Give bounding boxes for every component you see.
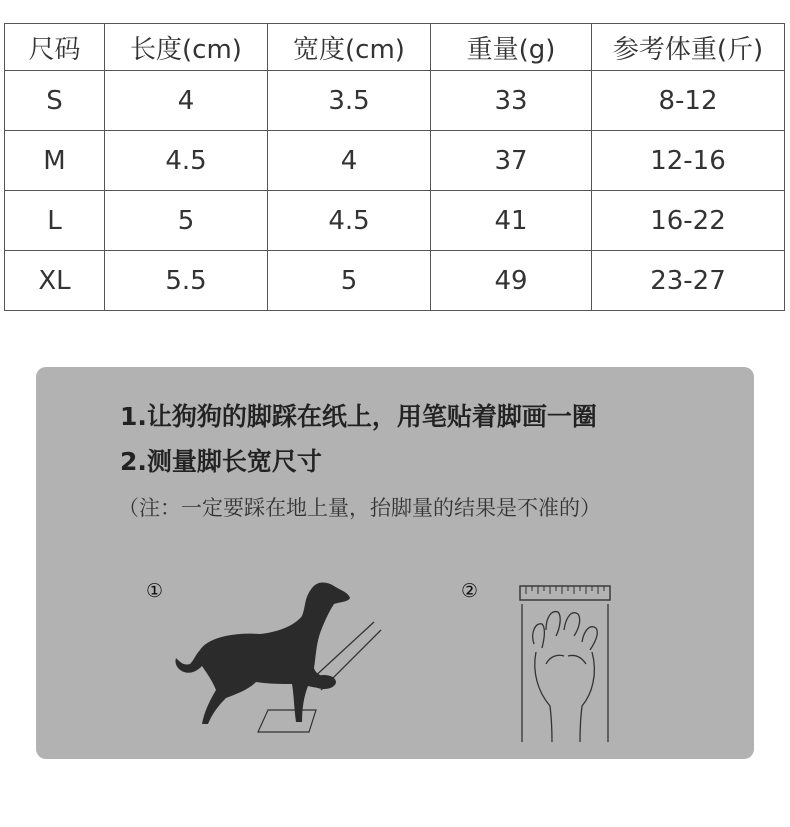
paper-sheet-icon [258,710,316,732]
header-cell-ref-weight: 参考体重(斤) [592,24,785,71]
step-marker-1: ① [146,580,164,602]
table-cell: L [5,191,105,251]
table-cell: M [5,131,105,191]
table-cell: 41 [431,191,592,251]
instruction-step-2: 2.测量脚长宽尺寸 [120,447,322,476]
dog-silhouette [175,583,350,725]
table-cell: 3.5 [268,71,431,131]
table-cell: 16-22 [592,191,785,251]
table-cell: 4 [105,71,268,131]
table-cell: 5 [268,251,431,311]
header-cell-weight: 重量(g) [431,24,592,71]
instruction-note: （注：一定要踩在地上量，抬脚量的结果是不准的） [118,496,601,520]
table-cell: 8-12 [592,71,785,131]
ruler-icon [520,586,610,600]
table-header-row [5,24,785,71]
table-cell: 4 [268,131,431,191]
table-cell: 5 [105,191,268,251]
dog-on-paper-illustration [156,572,386,742]
step-marker-2: ② [461,580,479,602]
table-cell: 49 [431,251,592,311]
paw-outline-icon [533,612,598,742]
table-cell: 37 [431,131,592,191]
header-cell-length: 长度(cm) [105,24,268,71]
raised-paw [312,675,336,689]
table-cell: S [5,71,105,131]
table-cell: 33 [431,71,592,131]
table-cell: 4.5 [105,131,268,191]
header-cell-width: 宽度(cm) [268,24,431,71]
paw-ruler-illustration [516,582,616,752]
table-cell: 12-16 [592,131,785,191]
table-cell: 5.5 [105,251,268,311]
size-chart-table [4,23,785,311]
table-row [5,131,785,191]
table-row [5,191,785,251]
table-cell: 4.5 [268,191,431,251]
table-row [5,71,785,131]
instruction-step-1: 1.让狗狗的脚踩在纸上，用笔贴着脚画一圈 [120,402,597,431]
table-cell: 23-27 [592,251,785,311]
header-cell-size: 尺码 [5,24,105,71]
table-row [5,251,785,311]
table-cell: XL [5,251,105,311]
measurement-instructions-panel [36,367,754,759]
